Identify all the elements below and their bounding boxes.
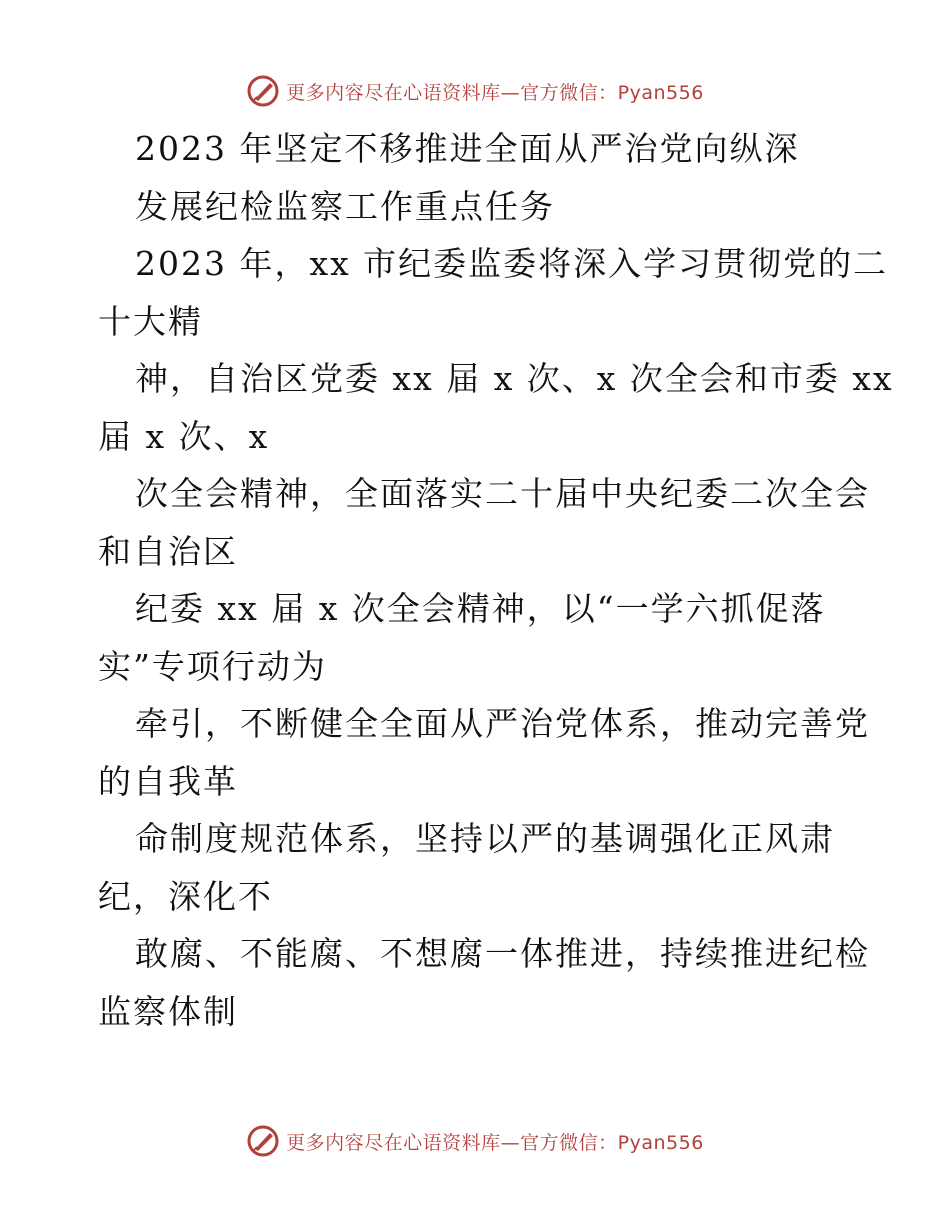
watermark-text: 更多内容尽在心语资料库—官方微信：Pyan556 xyxy=(286,81,704,104)
watermark-text: 更多内容尽在心语资料库—官方微信：Pyan556 xyxy=(286,1131,704,1154)
quill-logo-icon xyxy=(246,74,280,108)
paragraph-line: 实”专项行动为 xyxy=(98,646,327,686)
quill-logo-icon xyxy=(246,1124,280,1158)
paragraph-line: 纪委 xx 届 x 次全会精神，以“一学六抓促落 xyxy=(135,589,826,628)
paragraph-line: 命制度规范体系，坚持以严的基调强化正风肃 xyxy=(135,819,835,858)
footer-watermark xyxy=(0,1121,950,1161)
title-line: 发展纪检监察工作重点任务 xyxy=(135,186,555,226)
paragraph-line: 和自治区 xyxy=(98,531,238,571)
document-body xyxy=(98,120,894,1040)
title-line: 2023 年坚定不移推进全面从严治党向纵深 xyxy=(135,129,800,168)
header-watermark xyxy=(0,71,950,111)
paragraph-line: 届 x 次、x xyxy=(98,416,270,456)
paragraph-line: 敢腐、不能腐、不想腐一体推进，持续推进纪检 xyxy=(135,934,870,973)
paragraph-line: 十大精 xyxy=(98,301,203,341)
paragraph-line: 监察体制 xyxy=(98,991,238,1031)
paragraph-line: 纪，深化不 xyxy=(98,876,273,916)
paragraph-line: 的自我革 xyxy=(98,761,238,801)
paragraph-line: 次全会精神，全面落实二十届中央纪委二次全会 xyxy=(135,474,870,513)
paragraph-line: 神，自治区党委 xx 届 x 次、x 次全会和市委 xx xyxy=(135,359,894,398)
paragraph-line: 牵引，不断健全全面从严治党体系，推动完善党 xyxy=(135,704,870,743)
paragraph-line: 2023 年，xx 市纪委监委将深入学习贯彻党的二 xyxy=(135,244,889,283)
